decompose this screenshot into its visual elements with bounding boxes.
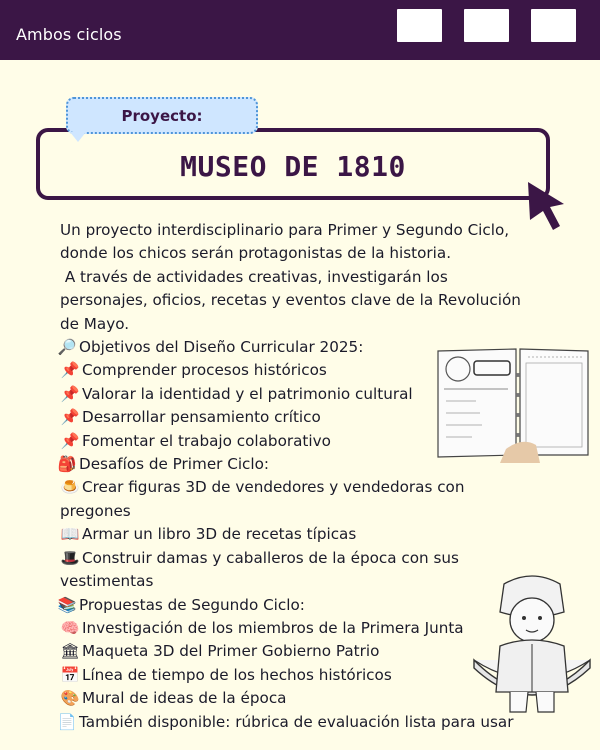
- window-button-1[interactable]: [397, 9, 442, 42]
- open-book-icon: 📖: [60, 525, 80, 544]
- page-title: MUSEO DE 1810: [180, 150, 406, 183]
- pushpin-icon: 📌: [60, 408, 80, 427]
- list-item: 📌 Desarrollar pensamiento crítico: [60, 406, 540, 429]
- list-item: 📖 Armar un libro 3D de recetas típicas: [60, 523, 540, 546]
- classical-building-icon: 🏛: [60, 642, 80, 661]
- list-item: 🎩 Construir damas y caballeros de la época con sus vestimentas: [60, 548, 459, 591]
- pushpin-icon: 📌: [60, 384, 80, 403]
- pudding-icon: 🍮: [60, 478, 80, 497]
- list-item: 🧠 Investigación de los miembros de la Primera Junta: [60, 617, 540, 640]
- backpack-icon: 🎒: [57, 455, 77, 474]
- top-hat-icon: 🎩: [60, 548, 80, 567]
- intro-line: de Mayo.: [60, 314, 130, 333]
- objectives-heading: 🔎 Objetivos del Diseño Curricular 2025:: [57, 336, 540, 359]
- magnifier-icon: 🔎: [57, 338, 77, 357]
- project-badge-label: Proyecto:: [121, 107, 203, 125]
- booklet-illustration: [436, 345, 596, 465]
- pushpin-icon: 📌: [60, 361, 80, 380]
- palette-icon: 🎨: [60, 689, 80, 708]
- project-badge: [66, 97, 258, 134]
- books-icon: 📚: [57, 595, 77, 614]
- intro-line: A través de actividades creativas, investigarán los: [60, 267, 448, 286]
- first-cycle-heading: 🎒 Desafíos de Primer Ciclo:: [57, 453, 540, 476]
- intro-line: Un proyecto interdisciplinario para Primer y Segundo Ciclo,: [60, 221, 510, 239]
- list-item: 📌 Comprender procesos históricos: [60, 359, 540, 382]
- title-bar: [0, 0, 600, 60]
- project-description: [57, 219, 540, 734]
- list-item: 🍮 Crear figuras 3D de vendedores y vendedoras con pregones: [60, 478, 465, 520]
- historical-figure-illustration: [470, 572, 594, 722]
- list-item: 📌 Fomentar el trabajo colaborativo: [60, 430, 540, 453]
- second-cycle-heading: 📚 Propuestas de Segundo Ciclo:: [57, 594, 540, 617]
- window-title: Ambos ciclos: [16, 25, 122, 44]
- pushpin-icon: 📌: [60, 431, 80, 450]
- list-item: 📌 Valorar la identidad y el patrimonio cultural: [60, 383, 540, 406]
- list-item: 🏛 Maqueta 3D del Primer Gobierno Patrio: [60, 640, 540, 663]
- list-item: 🎨 Mural de ideas de la época: [60, 687, 540, 710]
- list-item: 📅 Línea de tiempo de los hechos históricos: [60, 664, 540, 687]
- brain-icon: 🧠: [60, 618, 80, 637]
- calendar-icon: 📅: [60, 665, 80, 684]
- document-icon: 📄: [57, 712, 77, 731]
- footer-item: 📄 También disponible: rúbrica de evaluación lista para usar: [57, 711, 540, 734]
- intro-line: personajes, oficios, recetas y eventos clave de la Revolución: [60, 291, 521, 310]
- intro-line: donde los chicos serán protagonistas de la historia.: [60, 244, 452, 263]
- window-button-2[interactable]: [464, 9, 509, 42]
- badge-tail: [70, 132, 86, 142]
- window-button-3[interactable]: [531, 9, 576, 42]
